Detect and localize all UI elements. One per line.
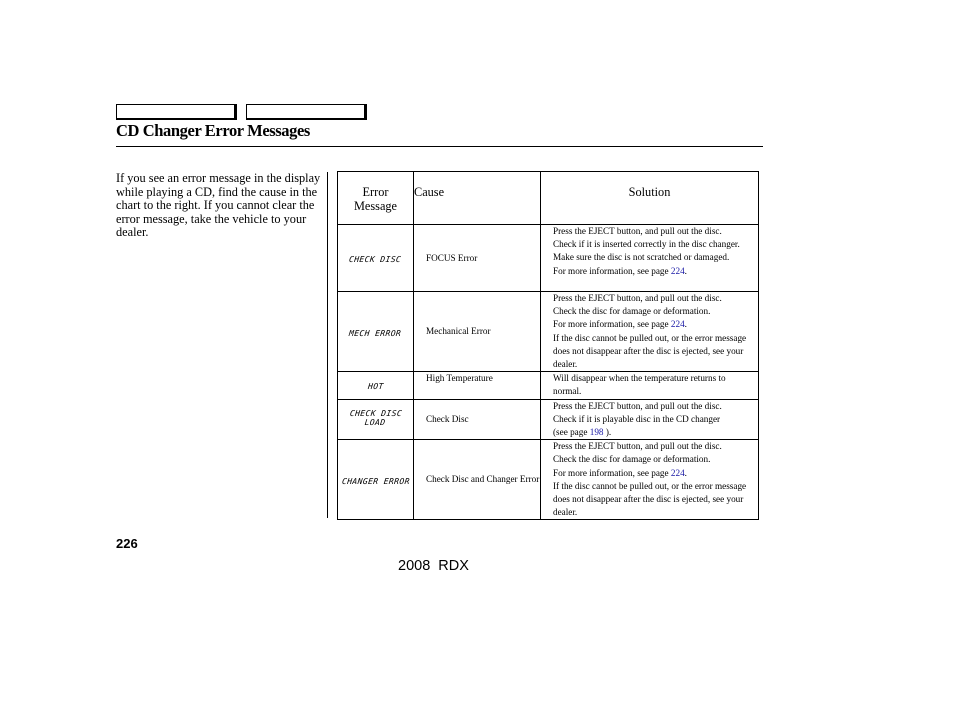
solution-text: . (684, 265, 687, 276)
solution-line: Check if it is inserted correctly in the disc changer. (553, 239, 740, 250)
error-message-cell (338, 292, 414, 372)
table-header-row (338, 172, 759, 225)
intro-paragraph: If you see an error message in the display while playing a CD, find the cause in the chart to the right. If you cannot clear the error message, take the vehicle to your dealer. (116, 171, 321, 239)
lcd-message: MECH ERROR (348, 328, 403, 338)
header-solution: Solution (541, 172, 759, 225)
header-error-message-line1: Error (362, 185, 389, 199)
page-number: 226 (116, 536, 138, 551)
error-message-cell (338, 372, 414, 399)
lcd-message: CHECK DISC LOAD (349, 408, 403, 427)
solution-cell (541, 399, 759, 440)
error-message-cell (338, 399, 414, 440)
page-link[interactable]: 224 (670, 467, 685, 478)
page-link[interactable]: 224 (670, 319, 685, 330)
cause-cell: Mechanical Error (414, 292, 541, 372)
column-divider (327, 172, 328, 518)
header-error-message (338, 172, 414, 225)
cause-cell: Check Disc (414, 399, 541, 440)
solution-line: Press the EJECT button, and pull out the disc. (553, 441, 722, 452)
header-tab-box-right (246, 104, 367, 120)
solution-line: Check the disc for damage or deformation. (553, 306, 711, 317)
header-tab-box-left (116, 104, 237, 120)
solution-line: Check the disc for damage or deformation. (553, 454, 711, 465)
cause-cell: High Temperature (414, 372, 541, 399)
solution-line (553, 467, 754, 480)
solution-line (553, 265, 754, 278)
error-messages-table (337, 171, 759, 520)
header-cause: Cause (414, 172, 541, 225)
table-row (338, 292, 759, 372)
solution-line: Press the EJECT button, and pull out the disc. (553, 226, 722, 236)
solution-text: (see page (553, 427, 590, 438)
solution-line: If the disc cannot be pulled out, or the error message does not disappear after the disc is ejected, see your dealer. (553, 480, 747, 518)
solution-text: ). (603, 427, 612, 438)
table-row (338, 399, 759, 440)
solution-line: If the disc cannot be pulled out, or the error message does not disappear after the disc is ejected, see your dealer. (553, 332, 747, 370)
cause-cell: Check Disc and Changer Error (414, 440, 541, 520)
lcd-message: CHANGER ERROR (341, 476, 410, 486)
solution-text: . (684, 319, 687, 330)
table-row (338, 372, 759, 399)
page-link[interactable]: 198 (589, 427, 604, 438)
solution-text: . (684, 467, 687, 478)
solution-line: Check if it is playable disc in the CD changer (553, 413, 721, 424)
solution-cell (541, 372, 759, 399)
solution-text: For more information, see page (553, 265, 671, 276)
title-underline (116, 146, 763, 147)
solution-line (553, 318, 754, 331)
footer-model: 2008 RDX (398, 558, 469, 574)
solution-line: Make sure the disc is not scratched or damaged. (553, 252, 730, 263)
page-link[interactable]: 224 (670, 265, 685, 276)
solution-text: For more information, see page (553, 467, 671, 478)
error-message-cell (338, 225, 414, 292)
solution-line: Will disappear when the temperature returns to normal. (553, 373, 726, 397)
cause-cell: FOCUS Error (414, 225, 541, 292)
lcd-message: HOT (367, 382, 384, 392)
table-row (338, 440, 759, 520)
solution-line: Press the EJECT button, and pull out the disc. (553, 293, 722, 303)
solution-line: Press the EJECT button, and pull out the disc. (553, 400, 722, 411)
solution-cell (541, 292, 759, 372)
solution-cell (541, 225, 759, 292)
solution-text: For more information, see page (553, 319, 671, 330)
table-row (338, 225, 759, 292)
solution-cell (541, 440, 759, 520)
header-error-message-line2: Message (353, 199, 398, 213)
error-message-cell (338, 440, 414, 520)
page-title: CD Changer Error Messages (116, 121, 310, 140)
solution-line (553, 426, 754, 439)
lcd-message: CHECK DISC (348, 255, 403, 264)
